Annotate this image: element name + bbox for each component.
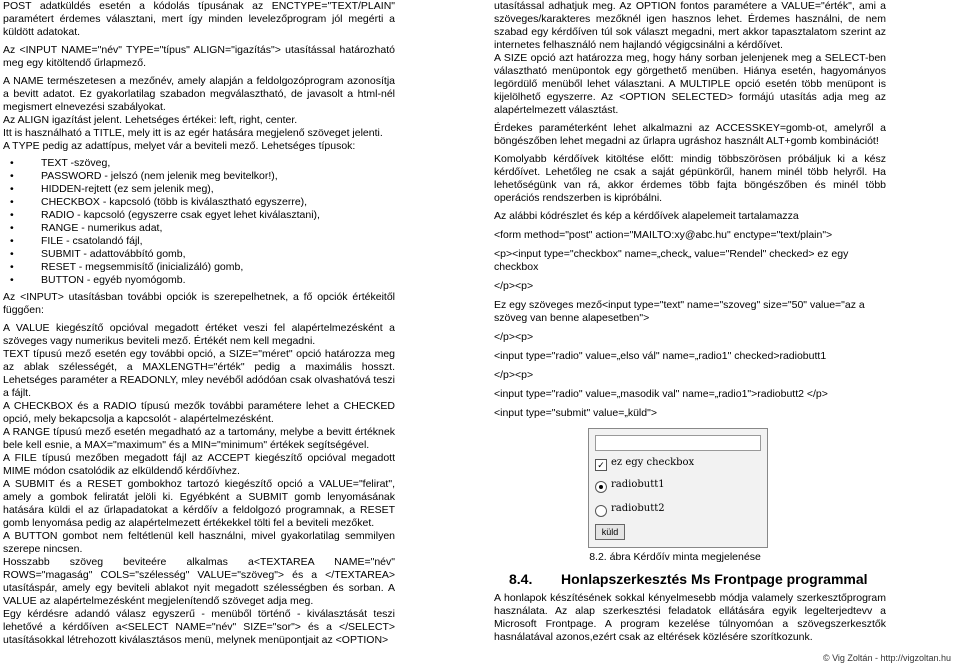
list-item: • PASSWORD - jelszó (nem jelenik meg bevitelkor!), (41, 170, 395, 183)
figure-caption: 8.2. ábra Kérdőív minta megjelenése (589, 551, 761, 563)
paragraph-code-intro: Az alábbi kódrészlet és kép a kérdőívek alapelemeit tartalamazza (494, 210, 799, 222)
paragraph-accesskey: Érdekes paraméterként lehet alkalmazni az ACCESSKEY=gomb-ot, amelyről a böngészőben lehet megadni az űrlapra ugráshoz használt ALT+gomb kombinációt! (494, 122, 886, 147)
radio-button-2-preview[interactable] (595, 505, 607, 517)
list-item: • RADIO - kapcsoló (egyszerre csak egyet lehet kiválasztani), (41, 209, 395, 222)
code-line: <p><input type="checkbox" name=„check„ value="Rendel" checked> ez egy checkbox (494, 248, 849, 273)
paragraph-option-value: utasítással adhatjuk meg. Az OPTION fontos paramétere a VALUE="érték", ami a szöveges/karakteres mezőknél igen hasznos lehet. Érdemes használni, de nem szabad egy kérdőíven túl sok választ megadni, mert akkor tapasztalatom szerint az internetes felhasználó nem hajlandó végigcsinálni a kérdőívet. (494, 0, 886, 51)
checkbox-preview[interactable]: ✓ (595, 459, 607, 471)
paragraph-file: A FILE típusú mezőben megadott fájl az ACCEPT kiegészítő opcióval megadott MIME módon csatolódik az elküldendő kérdőívhez. (3, 452, 395, 477)
list-item: • RESET - megsemmisítő (inicializáló) gomb, (41, 261, 395, 274)
right-column (494, 0, 886, 644)
paragraph-options: Az <INPUT> utasításban további opciók is szerepelhetnek, a fő opciók értékeitől függően: (3, 291, 395, 316)
paragraph-type: A TYPE pedig az adattípus, melyet vár a beviteli mező. Lehetséges típusok: (3, 140, 356, 152)
section-number: 8.4. (509, 571, 533, 587)
radio-button-1-preview[interactable] (595, 481, 607, 493)
list-item: • SUBMIT - adattovábbító gomb, (41, 248, 395, 261)
list-item: • CHECKBOX - kapcsoló (több is kiválasztható egyszerre), (41, 196, 395, 209)
section-heading (494, 571, 886, 588)
code-line: </p><p> (494, 280, 534, 292)
list-item: • FILE - csatolandó fájl, (41, 235, 395, 248)
paragraph-range: A RANGE típusú mező esetén megadható az a tartomány, melybe a bevitt értéknek bele kell esnie, a MAX="maximum" és a MIN="minimum" értékek segítségével. (3, 426, 395, 451)
paragraph-name: A NAME természetesen a mezőnév, amely alapján a feldolgozóprogram azonosítja a bevitt adatot. Ez gyakorlatilag szabadon megválasztható, de javasolt a html-nél megismert elnevezési szabályokat. (3, 75, 395, 113)
paragraph-post-enctype: POST adatküldés esetén a kódolás típusának az ENCTYPE="TEXT/PLAIN" paramétert érdemes választani, mert így minden levelezőprogram jól megérti a küldött adatokat. (3, 0, 395, 38)
form-preview-figure (588, 428, 768, 548)
list-item: • HIDDEN-rejtett (ez sem jelenik meg), (41, 183, 395, 196)
paragraph-text-size: TEXT típusú mező esetén egy további opció, a SIZE="méret" opció határozza meg az ablak szélességét, a MAXLENGTH="érték" pedig a maximális hosszt. Lehetséges paraméter a READONLY, mley nevéből adódóan csak olvashatóvá teszi a fájlt. (3, 348, 395, 399)
section-title: Honlapszerkesztés Ms Frontpage programmal (561, 571, 868, 587)
paragraph-value: A VALUE kiegészítő opcióval megadott értéket veszi fel alapértelmezésként a szöveges vagy numerikus beviteli mező. Értékét nem kell megadni. (3, 322, 395, 347)
code-listing (494, 229, 886, 420)
checkbox-label: ez egy checkbox (611, 457, 695, 468)
paragraph-input-syntax: Az <INPUT NAME="név" TYPE="típus" ALIGN="igazítás"> utasítással határozható meg egy kitöltendő űrlapmező. (3, 44, 395, 69)
submit-button-preview[interactable]: küld (595, 524, 625, 540)
paragraph-align: Az ALIGN igazítást jelent. Lehetséges értékei: left, right, center. (3, 114, 298, 126)
paragraph-checked: A CHECKBOX és a RADIO típusú mezők további paramétere lehet a CHECKED opció, mely bekapcsolja a kapcsolót - alapértelmezésként. (3, 400, 395, 425)
paragraph-frontpage: A honlapok készítésének sokkal kényelmesebb módja valamely szerkesztőprogram használata. Az alap szerkesztési feladatok ellátására egyik legelterjedtevv a Microsoft Frontpage. A program kezelése túlnyomóan a szövegszerkesztők hasnálatával azonos,ezért csak az eltérések közlésére szorítkozunk. (494, 592, 886, 643)
page-footer: © Vig Zoltán - http://vigzoltan.hu (822, 653, 951, 663)
code-line: Ez egy szöveges mező<input type="text" name="szoveg" size="50" value="az a szöveg van benne alapesetben"> (494, 299, 865, 324)
list-item: • RANGE - numerikus adat, (41, 222, 395, 235)
radio-label-1: radiobutt1 (611, 479, 665, 490)
left-column (3, 0, 395, 647)
code-line: </p><p> (494, 369, 534, 381)
list-item: • TEXT -szöveg, (41, 157, 395, 170)
text-input-preview[interactable] (595, 435, 761, 451)
code-line: <input type="radio" value=„elso vál" name=„radio1" checked>radiobutt1 (494, 350, 827, 362)
paragraph-textarea: Hosszabb szöveg beviteére alkalmas a<TEXTAREA NAME="név" ROWS="magaság" COLS="szélesség" VALUE="szöveg"> és a </TEXTAREA> utasításpár, amely egy beviteli ablakot nyit megadott szélességben és sorban. A VALUE az alapértelmezésként megjelenítendő szöveget adja meg. (3, 556, 395, 607)
paragraph-submit-reset: A SUBMIT és a RESET gombokhoz tartozó kiegészítő opció a VALUE="felirat", amely a gombok feliratát jelöli ki. Egyébként a SUBMIT gomb lenyomásának hatására küldi el az űrlapadatokat a kérdőív a feldolgozó programnak, a RESET gomb lenyomása pedig az alapértelmezett értékekkel tölti fel a beviteli mezőket. (3, 478, 395, 529)
paragraph-testing: Komolyabb kérdőívek kitöltése előtt: mindig többszörösen próbáljuk ki a kész kérdőívet. Lehetőleg ne csak a saját gépünkörűl, hanem minél több helyről. Ha lehetőségünk van rá, akkor érdemes több fajta böngészőben és minél több operációs rendszerben is kipróbálni. (494, 153, 886, 204)
paragraph-button: A BUTTON gombot nem feltétlenül kell használni, mivel gyakorlatilag semmilyen szerepe nincsen. (3, 530, 395, 555)
paragraph-select: Egy kérdésre adandó válasz egyszerű - menüből történő - kiválasztását teszi lehetővé a kérdőíven a<SELECT NAME="név" SIZE="sor"> és a </SELECT> utasításokkal létrehozott kiválasztásos menü, melynek menüpontjait az <OPTION> (3, 608, 395, 646)
list-item: • BUTTON - egyéb nyomógomb. (41, 274, 395, 287)
code-line: </p><p> (494, 331, 534, 343)
code-line: <input type="radio" value=„masodik val" name=„radio1">radiobutt2 </p> (494, 388, 828, 400)
code-line: <input type="submit" value=„küld"> (494, 407, 657, 419)
code-line: <form method="post" action="MAILTO:xy@abc.hu" enctype="text/plain"> (494, 229, 833, 241)
paragraph-size: A SIZE opció azt határozza meg, hogy hány sorban jelenjenek meg a SELECT-ben választható menüpontok egy görgethető menüben. Hiánya esetén, hagyományos legördülő menüből lehet választani. A MULTIPLE opció esetén több menüpont is kijelölhető egyszerre. Az <OPTION SELECTED> formájú utasítás adja meg az alapértelmezett választást. (494, 52, 886, 116)
radio-label-2: radiobutt2 (611, 503, 665, 514)
paragraph-title: Itt is használható a TITLE, mely itt is az egér hatására megjelenő szöveget jelenti. (3, 127, 383, 139)
input-type-list (3, 157, 395, 287)
